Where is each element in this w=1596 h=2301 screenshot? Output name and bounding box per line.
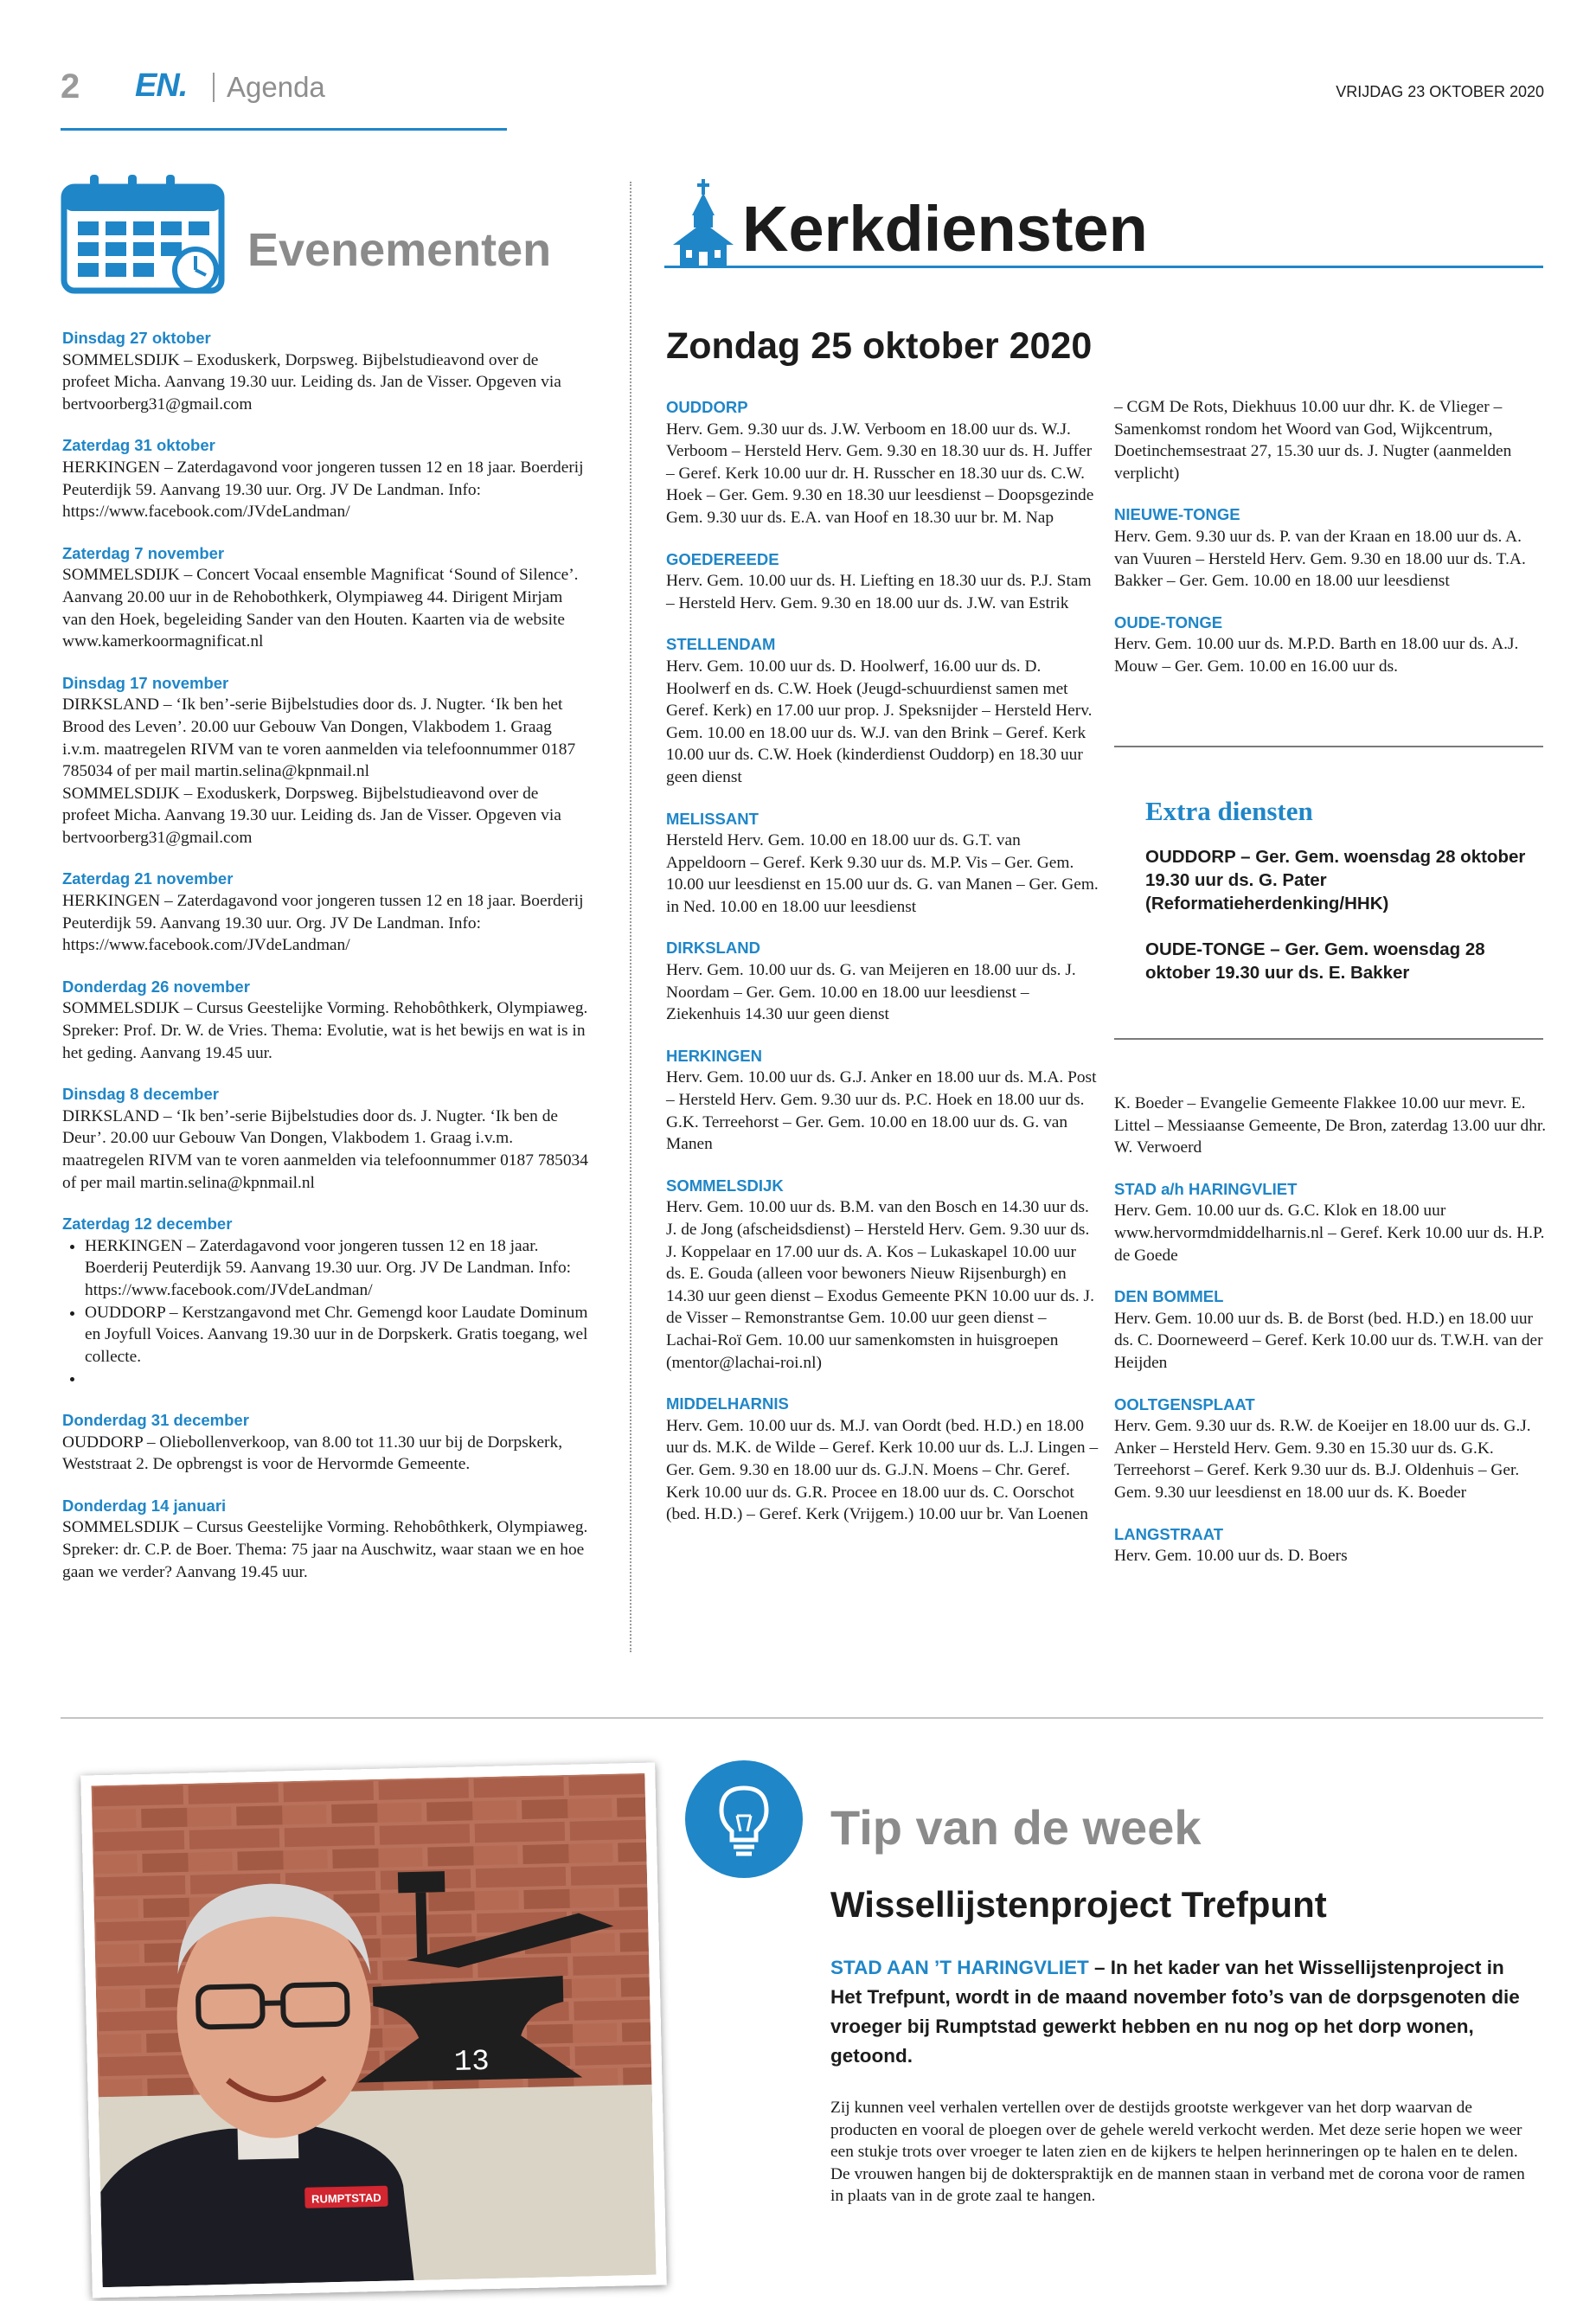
services-column-left xyxy=(666,396,1099,1545)
masthead-rule xyxy=(61,128,507,131)
service-text: Herv. Gem. 10.00 uur ds. D. Hoolwerf, 16.00 uur ds. D. Hoolwerf en ds. C.W. Hoek (Jeugd-schuurdienst samen met Geref. Kerk) en 17.00 uur prop. J. Speksnijder – Hersteld Herv. Gem. 10.00 en 18.00 uur ds. W.J. van den Brink – Geref. Kerk 10.00 uur ds. C.W. Hoek (kinderdienst Ouddorp) en 18.30 uur geen dienst xyxy=(666,657,1093,786)
service-item xyxy=(1114,1178,1547,1266)
service-place: DIRKSLAND xyxy=(666,939,760,958)
service-item xyxy=(666,1175,1099,1374)
service-item xyxy=(666,808,1099,919)
event-text: SOMMELSDIJK – Exoduskerk, Dorpsweg. Bijbelstudieavond over de profeet Micha. Aanvang 19.30 uur. Leiding ds. Jan de Visser. Opgeven via bertvoorberg31@gmail.com xyxy=(62,784,561,847)
service-place: OUDDORP xyxy=(666,398,748,416)
column-divider xyxy=(630,182,631,1652)
portrait-photo xyxy=(80,1763,667,2298)
section-label: Agenda xyxy=(227,71,325,103)
service-text: Herv. Gem. 10.00 uur ds. H. Liefting en 18.30 uur ds. P.J. Stam – Hersteld Herv. Gem. 9.30 en 18.00 uur ds. J.W. van Estrik xyxy=(666,572,1092,612)
event-date: Dinsdag 8 december xyxy=(62,1085,219,1104)
service-item xyxy=(666,396,1099,529)
event-date: Zaterdag 7 november xyxy=(62,543,225,562)
event-text: SOMMELSDIJK – Exoduskerk, Dorpsweg. Bijbelstudieavond over de profeet Micha. Aanvang 19.30 uur. Leiding ds. Jan de Visser. Opgeven via bertvoorberg31@gmail.com xyxy=(62,350,561,413)
event-item xyxy=(62,672,590,849)
event-date: Dinsdag 17 november xyxy=(62,673,229,692)
event-bullet-list xyxy=(62,1235,590,1390)
event-date: Zaterdag 21 november xyxy=(62,869,234,888)
event-bullet: • HERKINGEN – Zaterdagavond voor jongeren tussen 12 en 18 jaar. Boerderij Peuterdijk 59. Aanvang 19.30 uur. Org. JV De Landman. Info: https://www.facebook.com/JVdeLandman/ xyxy=(85,1235,590,1302)
service-item xyxy=(666,1045,1099,1156)
service-item xyxy=(1114,503,1547,592)
service-item xyxy=(1114,1285,1547,1374)
event-text: SOMMELSDIJK – Cursus Geestelijke Vorming. Rehobôthkerk, Olympiaweg. Spreker: dr. C.P. de Boer. Thema: 75 jaar na Auschwitz, waar staan we en hoe gaan we verder? Aanvang 19.45 uur. xyxy=(62,1518,588,1581)
service-text: K. Boeder – Evangelie Gemeente Flakkee 10.00 uur mevr. E. Littel – Messiaanse Gemeente, De Bron, zaterdag 13.00 uur dhr. W. Verwoerd xyxy=(1114,1094,1547,1157)
service-text: Herv. Gem. 9.30 uur ds. P. van der Kraan en 18.00 uur ds. A. van Vuuren – Hersteld Herv. Gem. 9.30 en 18.00 uur ds. T.A. Bakker – Ger. Gem. 10.00 en 18.00 uur leesdienst xyxy=(1114,527,1526,591)
service-place: MIDDELHARNIS xyxy=(666,1394,789,1413)
service-text: Herv. Gem. 9.30 uur ds. J.W. Verboom en 18.00 uur ds. W.J. Verboom – Hersteld Herv. Gem. 9.30 en 18.30 uur ds. H. Juffer – Geref. Kerk 10.00 uur dr. H. Russcher en 18.30 uur ds. C.W. Hoek – Ger. Gem. 9.30 en 18.30 uur leesdienst – Doopsgezinde Gem. 9.30 uur ds. E.A. van Hoof en 18.30 uur br. M. Nap xyxy=(666,420,1094,527)
service-place: HERKINGEN xyxy=(666,1046,763,1065)
service-text: Herv. Gem. 10.00 uur ds. D. Boers xyxy=(1114,1547,1348,1566)
service-text: Herv. Gem. 9.30 uur ds. R.W. de Koeijer en 18.00 uur ds. G.J. Anker – Hersteld Herv. Gem. 9.30 en 15.30 uur ds. G.K. Terreehorst – Geref. Kerk 9.30 uur ds. B.J. Oldenhuis – Ger. Gem. 9.30 uur leesdienst en 18.00 uur ds. K. Boeder xyxy=(1114,1417,1531,1502)
event-bullet: • OUDDORP – Kerstzangavond met Chr. Gemengd koor Laudate Dominum en Joyfull Voices. Aanvang 19.30 uur in de Dorpskerk. Gratis toegang, wel collecte. xyxy=(85,1302,590,1368)
service-place: MELISSANT xyxy=(666,809,759,828)
service-place: OOLTGENSPLAAT xyxy=(1114,1394,1255,1413)
event-text: SOMMELSDIJK – Cursus Geestelijke Vorming. Rehobôthkerk, Olympiaweg. Spreker: Prof. Dr. W. de Vries. Thema: Evolutie, wat is het bewijs en wat is in het geding. Aanvang 19.45 uur. xyxy=(62,999,588,1062)
event-text: DIRKSLAND – ‘Ik ben’-serie Bijbelstudies door ds. J. Nugter. ‘Ik ben het Brood des Leven’. 20.00 uur Gebouw Van Dongen, Vlakbodem 1. Graag i.v.m. maatregelen RIVM van te voren aanmelden via telefoonnummer 0187 785034 of per mail martin.selina@kpnmail.nl xyxy=(62,695,576,781)
extra-service-item: OUDE-TONGE – Ger. Gem. woensdag 28 oktober 19.30 uur ds. E. Bakker xyxy=(1145,939,1485,983)
church-title-rule xyxy=(664,266,1543,268)
service-text: Hersteld Herv. Gem. 10.00 en 18.00 uur ds. G.T. van Appeldoorn – Geref. Kerk 9.30 uur ds. M.P. Vis – Ger. Gem. 10.00 uur leesdienst en 15.00 uur ds. G. van Manen – Ger. Gem. in Ned. 10.00 en 18.00 uur leesdienst xyxy=(666,831,1099,916)
service-place: STELLENDAM xyxy=(666,635,776,654)
event-text: SOMMELSDIJK – Concert Vocaal ensemble Magnificat ‘Sound of Silence’. Aanvang 20.00 uur in de Rehobothkerk, Olympiaweg 44. Dirigent Mirjam van den Hoek, begeleiding Sander van den Houten. Kaarten via de website www.kamerkoormagnificat.nl xyxy=(62,566,579,651)
tip-lead-text: – In het kader van het Wissellijstenproject in Het Trefpunt, wordt in de maand november foto’s van de dorpsgenoten die vroeger bij Rumptstad gewerkt hebben en nu nog op het dorp wonen, getoond. xyxy=(830,1957,1520,2067)
service-place: OUDE-TONGE xyxy=(1114,612,1223,631)
event-item xyxy=(62,1213,590,1390)
service-item xyxy=(1114,1523,1547,1567)
event-item xyxy=(62,1495,590,1583)
section-divider xyxy=(61,1717,1543,1719)
issue-date: VRIJDAG 23 OKTOBER 2020 xyxy=(1336,83,1544,100)
service-place: NIEUWE-TONGE xyxy=(1114,505,1240,524)
service-text: Herv. Gem. 10.00 uur ds. G.C. Klok en 18.00 uur www.hervormdmiddelharnis.nl – Geref. Kerk 10.00 uur ds. H.P. de Goede xyxy=(1114,1202,1545,1265)
service-text: Herv. Gem. 10.00 uur ds. G.J. Anker en 18.00 uur ds. M.A. Post – Hersteld Herv. Gem. 9.30 uur ds. P.C. Hoek en 18.00 uur ds. G.K. Terreehorst – Ger. Gem. 10.00 en 18.00 uur ds. G. van Manen xyxy=(666,1068,1097,1154)
service-item xyxy=(1114,1093,1547,1159)
event-item xyxy=(62,327,590,415)
service-text: Herv. Gem. 10.00 uur ds. B. de Borst (bed. H.D.) en 18.00 uur ds. C. Doorneweerd – Geref. Kerk 10.00 uur ds. T.W.H. van der Heijden xyxy=(1114,1309,1543,1372)
event-text: HERKINGEN – Zaterdagavond voor jongeren tussen 12 en 18 jaar. Boerderij Peuterdijk 59. Aanvang 19.30 uur. Org. JV De Landman. Info: https://www.facebook.com/JVdeLandman/ xyxy=(62,458,584,522)
service-place: STAD a/h HARINGVLIET xyxy=(1114,1179,1298,1198)
tip-body: Zij kunnen veel verhalen vertellen over de destijds grootste werkgever van het dorp waarvan de producten en vooral de ploegen over de gehele wereld verkocht werden. Met deze serie hopen we weer een stukje trots over vroeger te laten zien en de kijkers te helpen herinneringen op te halen en te delen. De vrouwen hangen bij de dokterspraktijk en de mannen staan in verband met de corona voor de ramen in plaats van in de grote zaal te hangen. xyxy=(830,2099,1525,2206)
extra-service-item: OUDDORP – Ger. Gem. woensdag 28 oktober 19.30 uur ds. G. Pater (Reformatieherdenking/HHK) xyxy=(1145,847,1526,913)
event-date: Donderdag 26 november xyxy=(62,977,250,996)
extra-services-title: Extra diensten xyxy=(1145,796,1313,826)
tip-label: Tip van de week xyxy=(830,1800,1202,1855)
service-place: GOEDEREEDE xyxy=(666,549,779,568)
service-place: LANGSTRAAT xyxy=(1114,1524,1224,1543)
event-date: Donderdag 14 januari xyxy=(62,1496,227,1515)
service-text: Herv. Gem. 10.00 uur ds. B.M. van den Bosch en 14.30 uur ds. J. de Jong (afscheidsdienst) – Hersteld Herv. Gem. 9.30 uur ds. J. Koppelaar en 17.00 uur ds. A. Kos – Lukaskapel 10.00 uur ds. E. Gouda (alleen voor bewoners Nieuw Rijsenburgh) en 14.30 uur geen dienst – Exodus Gemeente PKN 10.00 uur ds. J. de Visser – Remonstrantse Gem. 10.00 uur geen dienst – Lachai-Roï Gem. 10.00 uur samenkomsten in huisgroepen (mentor@lachai-roi.nl) xyxy=(666,1198,1094,1372)
tip-headline: Wissellijstenproject Trefpunt xyxy=(830,1884,1327,1925)
event-item xyxy=(62,1083,590,1194)
events-title: Evenementen xyxy=(247,224,552,276)
event-text: HERKINGEN – Zaterdagavond voor jongeren tussen 12 en 18 jaar. Boerderij Peuterdijk 59. Aanvang 19.30 uur. Org. JV De Landman. Info: https://www.facebook.com/JVdeLandman/ xyxy=(62,892,584,955)
page-number: 2 xyxy=(61,67,80,106)
tip-lead-place: STAD AAN ’T HARINGVLIET xyxy=(830,1957,1089,1978)
service-item xyxy=(666,937,1099,1025)
service-item xyxy=(666,548,1099,615)
service-date-heading: Zondag 25 oktober 2020 xyxy=(666,325,1093,367)
church-icon xyxy=(670,179,737,273)
service-text: Herv. Gem. 10.00 uur ds. G. van Meijeren en 18.00 uur ds. J. Noordam – Ger. Gem. 10.00 en 18.00 uur leesdienst – Ziekenhuis 14.30 uur geen dienst xyxy=(666,961,1076,1024)
service-item xyxy=(1114,1394,1547,1504)
extra-services-rule-bottom xyxy=(1114,1038,1543,1040)
event-item xyxy=(62,976,590,1064)
event-bullet xyxy=(85,1368,590,1390)
event-item xyxy=(62,434,590,522)
service-text: Herv. Gem. 10.00 uur ds. M.J. van Oordt (bed. H.D.) en 18.00 uur ds. M.K. de Wilde – Geref. Kerk 10.00 uur ds. L.J. Lingen – Ger. Gem. 9.30 en 18.00 uur ds. G.J.N. Moens – Chr. Geref. Kerk 10.00 uur ds. G.R. Procee en 18.00 uur ds. C. Oorschot (bed. H.D.) – Geref. Kerk (Vrijgem.) 10.00 uur br. Van Loenen xyxy=(666,1416,1099,1524)
service-place: SOMMELSDIJK xyxy=(666,1176,784,1195)
event-date: Dinsdag 27 oktober xyxy=(62,329,211,347)
event-item xyxy=(62,868,590,956)
event-item xyxy=(62,1409,590,1476)
newspaper-logo: EN. xyxy=(135,67,188,104)
section-separator xyxy=(213,73,215,102)
services-column-right-top xyxy=(1114,396,1547,697)
service-text: Herv. Gem. 10.00 uur ds. M.P.D. Barth en 18.00 uur ds. A.J. Mouw – Ger. Gem. 10.00 en 16.00 uur ds. xyxy=(1114,635,1519,676)
anvil-number: 13 xyxy=(453,2045,490,2080)
events-list xyxy=(62,327,590,1602)
shirt-label: RUMPTSTAD xyxy=(311,2190,381,2206)
lightbulb-icon xyxy=(683,1759,804,1884)
service-place: DEN BOMMEL xyxy=(1114,1287,1224,1306)
extra-services-rule-top xyxy=(1114,746,1543,747)
event-item xyxy=(62,542,590,653)
event-date: Zaterdag 31 oktober xyxy=(62,436,215,455)
service-item xyxy=(666,633,1099,788)
event-text: OUDDORP – Oliebollenverkoop, van 8.00 tot 11.30 uur bij de Dorpskerk, Weststraat 2. De opbrengst is voor de Hervormde Gemeente. xyxy=(62,1433,563,1474)
church-services-title: Kerkdiensten xyxy=(742,193,1148,265)
services-column-right-bottom xyxy=(1114,1093,1547,1586)
service-item xyxy=(1114,612,1547,678)
service-item xyxy=(666,1393,1099,1526)
service-text: – CGM De Rots, Diekhuus 10.00 uur dhr. K. de Vlieger – Samenkomst rondom het Woord van God, Wijkcentrum, Doetinchemsestraat 27, 15.30 uur ds. J. Nugter (aanmelden verplicht) xyxy=(1114,398,1512,483)
event-date: Zaterdag 12 december xyxy=(62,1215,233,1234)
tip-lead xyxy=(830,1953,1540,2071)
service-item xyxy=(1114,396,1547,484)
event-date: Donderdag 31 december xyxy=(62,1410,249,1429)
calendar-icon xyxy=(61,173,230,300)
event-text: DIRKSLAND – ‘Ik ben’-serie Bijbelstudies door ds. J. Nugter. ‘Ik ben de Deur’. 20.00 uur Gebouw Van Dongen, Vlakbodem 1. Graag i.v.m. maatregelen RIVM van te voren aanmelden via telefoonnummer 0187 785034 of per mail martin.selina@kpnmail.nl xyxy=(62,1106,588,1192)
